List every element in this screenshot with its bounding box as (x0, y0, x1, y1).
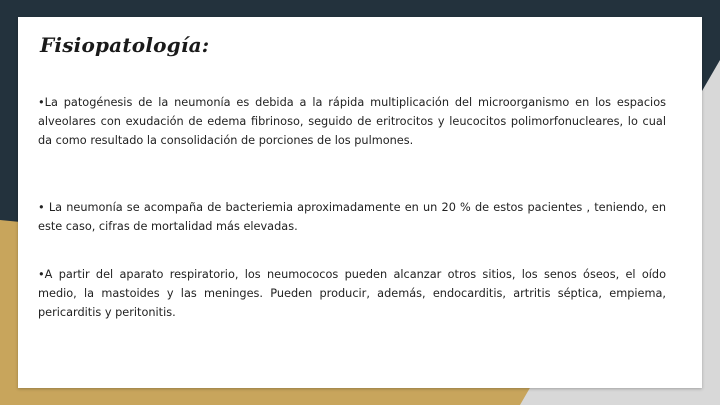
paragraph-bacteremia: • La neumonía se acompaña de bacteriemia aproximadamente en un 20 % de estos pacientes , teniendo, en este caso, cifras de mortalidad más elevadas. (38, 201, 666, 233)
slide-card (18, 17, 702, 388)
paragraph-pathogenesis: •La patogénesis de la neumonía es debida a la rápida multiplicación del microorganismo en los espacios alveolares con exudación de edema fibrinoso, seguido de eritrocitos y leucocitos polimorfonucleares, lo cual da como resultado la consolidación de porciones de los pulmones. (38, 96, 666, 147)
slide-title: Fisiopatología: (40, 33, 210, 57)
paragraph-complications: •A partir del aparato respiratorio, los neumococos pueden alcanzar otros sitios, los senos óseos, el oído medio, la mastoides y las meninges. Pueden producir, además, endocarditis, artritis séptica, empiema, pericarditis y peritonitis. (38, 268, 666, 319)
